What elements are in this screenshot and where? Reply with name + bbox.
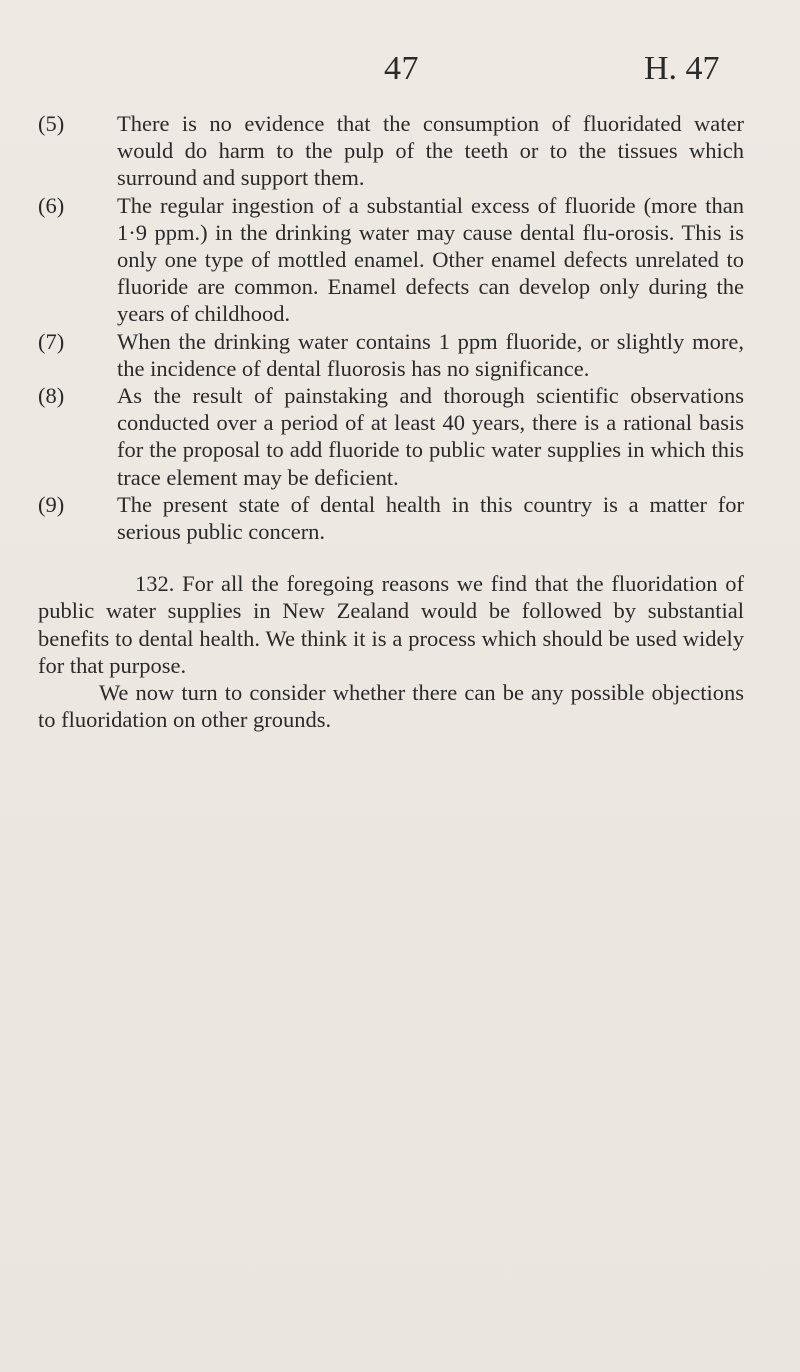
conclusion-item-7 [38, 328, 744, 382]
item-number: (8) [38, 383, 65, 409]
page-number: 47 [384, 50, 419, 87]
item-text: There is no evidence that the consumption of fluoridated water would do harm to the pulp of the teeth or to the tissues which surround and support them. [117, 111, 744, 191]
item-text: The present state of dental health in this country is a matter for serious public concern. [117, 491, 744, 545]
item-number: (6) [38, 192, 65, 218]
page-body [38, 110, 744, 733]
paragraph-132 [38, 570, 744, 679]
conclusion-item-5 [38, 110, 744, 192]
item-text: As the result of painstaking and thorough scientific observations conducted over a period of at least 40 years, there is a rational basis for the proposal to add fluoride to public water supplies in which this trace element may be deficient. [117, 383, 744, 490]
item-text: The regular ingestion of a substantial excess of fluoride (more than 1·9 ppm.) in the drinking water may cause dental flu-orosis. This is only one type of mottled enamel. Other enamel defects unrelated to fluoride are common. Enamel defects can develop only during the years of childhood. [117, 192, 744, 327]
item-number: (9) [38, 491, 65, 517]
item-text: When the drinking water contains 1 ppm fluoride, or slightly more, the incidence of dental fluorosis has no significance. [117, 328, 744, 381]
conclusion-item-6 [38, 192, 744, 328]
conclusion-item-8 [38, 382, 744, 491]
paragraph-text: For all the foregoing reasons we find that the fluoridation of public water supplies in New Zealand would be followed by substantial benefits to dental health. We think it is a process which should be used widely for that purpose. [38, 571, 744, 678]
page-header [0, 50, 800, 90]
paragraph-final: We now turn to consider whether there can be any possible objections to fluoridation on other grounds. [38, 680, 744, 733]
paragraph-number: 132. [135, 571, 175, 597]
report-reference: H. 47 [644, 50, 720, 87]
item-number: (7) [38, 328, 65, 354]
conclusion-item-9 [38, 491, 744, 545]
item-number: (5) [38, 111, 65, 136]
